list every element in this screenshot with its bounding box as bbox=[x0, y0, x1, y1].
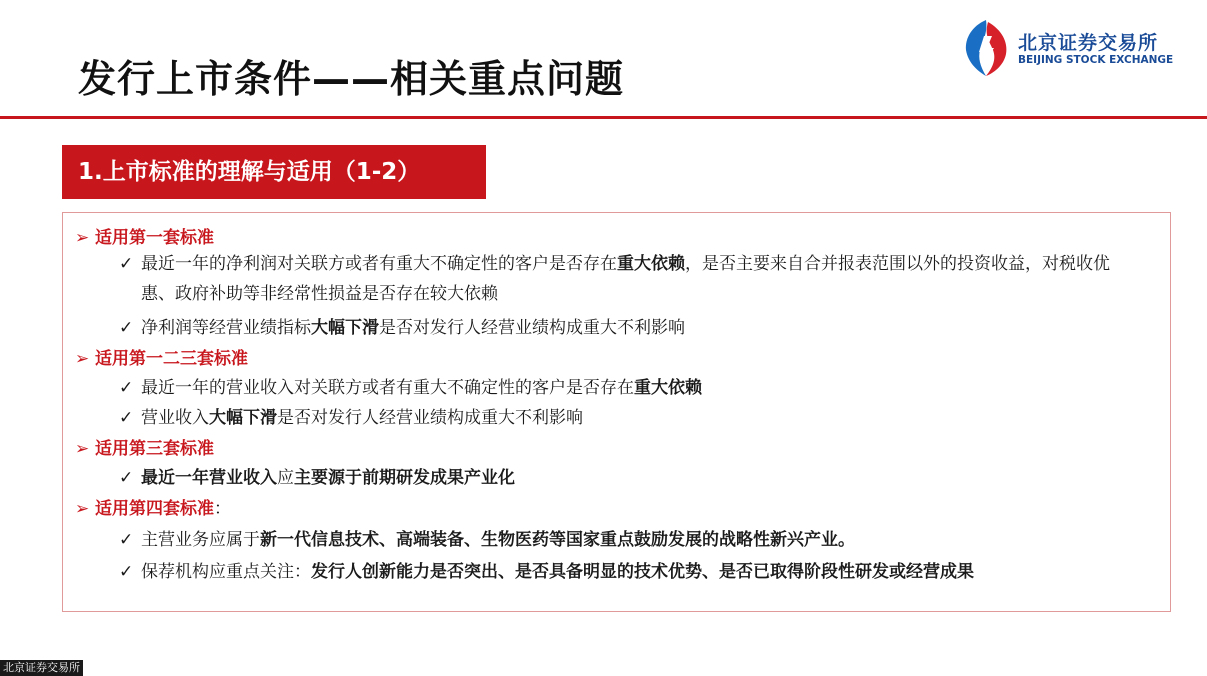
group-heading-standard-3 bbox=[75, 434, 214, 459]
item-emphasis: 大幅下滑 bbox=[209, 408, 277, 428]
list-item bbox=[119, 249, 1149, 309]
group-heading-standard-123 bbox=[75, 344, 248, 369]
list-item bbox=[119, 463, 515, 488]
item-emphasis: 主要源于前期研发成果产业化 bbox=[294, 468, 515, 488]
group-heading-standard-4 bbox=[75, 494, 231, 519]
item-emphasis: 大幅下滑 bbox=[311, 318, 379, 338]
item-text: 保荐机构应重点关注： bbox=[141, 562, 311, 582]
checkmark-icon: ✓ bbox=[119, 562, 134, 582]
item-text: 净利润等经营业绩指标 bbox=[141, 318, 311, 338]
checkmark-icon: ✓ bbox=[119, 378, 134, 398]
item-text: ，是否主要来自合并报表范围以外的投资收益，对税收优惠、政府补助等非经常性损益是否存在较大依赖 bbox=[141, 254, 1110, 304]
checkmark-icon: ✓ bbox=[119, 318, 134, 338]
item-emphasis: 最近一年营业收入 bbox=[141, 468, 277, 488]
item-text: 营业收入 bbox=[141, 408, 209, 428]
group-heading-text: 适用第四套标准 bbox=[95, 499, 214, 519]
group-heading-text: 适用第一套标准 bbox=[95, 228, 214, 248]
item-text: 最近一年的营业收入对关联方或者有重大不确定性的客户是否存在 bbox=[141, 378, 634, 398]
item-text: 主营业务应属于 bbox=[141, 530, 260, 550]
logo-name-en: BEIJING STOCK EXCHANGE bbox=[1018, 54, 1174, 66]
arrow-bullet-icon: ➢ bbox=[75, 349, 90, 369]
item-text: 是否对发行人经营业绩构成重大不利影响 bbox=[277, 408, 583, 428]
checkmark-icon: ✓ bbox=[119, 530, 134, 550]
bse-emblem-icon bbox=[962, 18, 1010, 78]
arrow-bullet-icon: ➢ bbox=[75, 499, 90, 519]
group-heading-text: 适用第一二三套标准 bbox=[95, 349, 248, 369]
group-heading-standard-1 bbox=[75, 223, 214, 248]
footer-logo: 北京证券交易所 bbox=[0, 660, 83, 676]
item-text: 应 bbox=[277, 468, 294, 488]
item-text: 最近一年的净利润对关联方或者有重大不确定性的客户是否存在 bbox=[141, 254, 617, 274]
arrow-bullet-icon: ➢ bbox=[75, 439, 90, 459]
list-item bbox=[119, 373, 702, 398]
checkmark-icon: ✓ bbox=[119, 254, 134, 274]
group-heading-suffix: ： bbox=[214, 499, 231, 519]
arrow-bullet-icon: ➢ bbox=[75, 228, 90, 248]
checkmark-icon: ✓ bbox=[119, 468, 134, 488]
slide-title: 发行上市条件——相关重点问题 bbox=[78, 57, 625, 101]
item-emphasis: 发行人创新能力是否突出、是否具备明显的技术优势、是否已取得阶段性研发或经营成果 bbox=[311, 562, 974, 582]
list-item bbox=[119, 525, 855, 550]
list-item bbox=[119, 403, 583, 428]
bse-logo bbox=[962, 18, 1182, 80]
list-item bbox=[119, 313, 685, 338]
item-emphasis: 重大依赖 bbox=[634, 378, 702, 398]
item-emphasis: 新一代信息技术、高端装备、生物医药等国家重点鼓励发展的战略性新兴产业。 bbox=[260, 530, 855, 550]
group-heading-text: 适用第三套标准 bbox=[95, 439, 214, 459]
header-divider bbox=[0, 116, 1207, 119]
item-emphasis: 重大依赖 bbox=[617, 254, 685, 274]
checkmark-icon: ✓ bbox=[119, 408, 134, 428]
content-box bbox=[62, 212, 1171, 612]
item-text: 是否对发行人经营业绩构成重大不利影响 bbox=[379, 318, 685, 338]
list-item bbox=[119, 557, 974, 582]
logo-name-cn: 北京证券交易所 bbox=[1018, 32, 1159, 54]
section-label: 1.上市标准的理解与适用（1-2） bbox=[62, 145, 486, 199]
